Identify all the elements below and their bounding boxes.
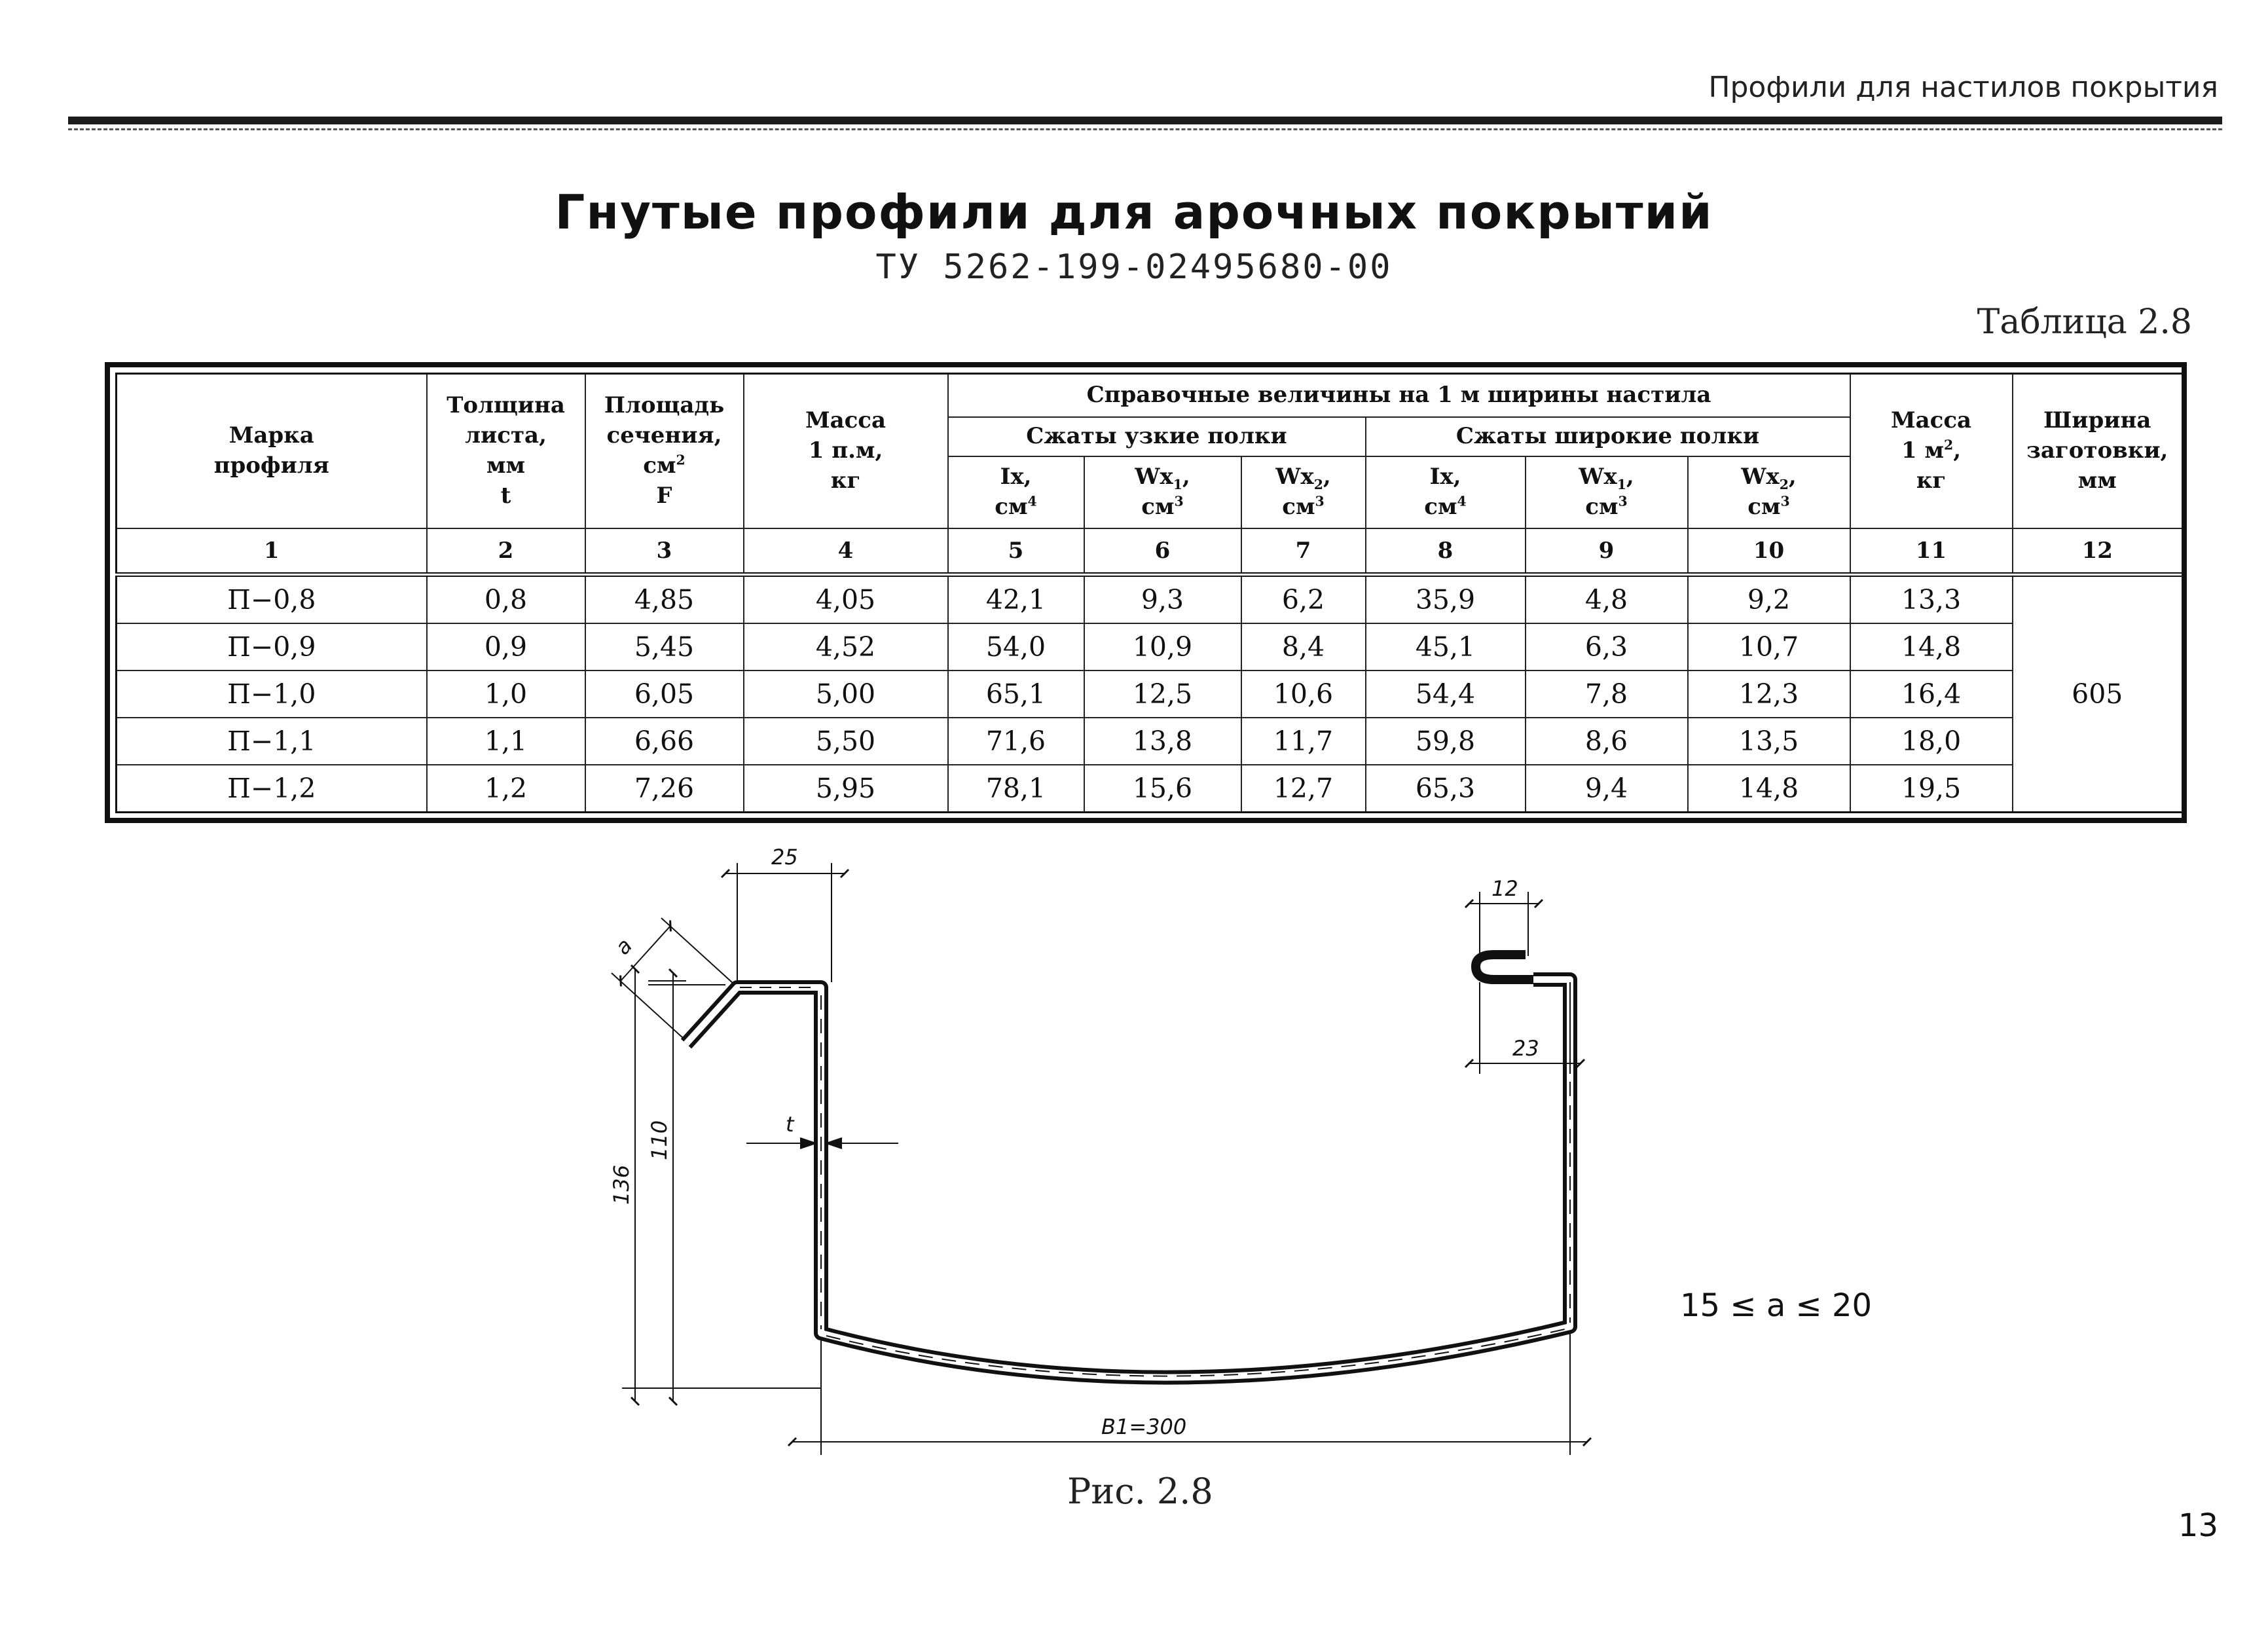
page-number: 13 (2178, 1507, 2218, 1544)
column-number: 6 (1084, 528, 1241, 575)
column-number: 3 (585, 528, 744, 575)
table-cell: 13,5 (1688, 718, 1850, 765)
header-reference-group: Справочные величины на 1 м ширины настила (948, 374, 1850, 417)
header-wx1-narrow: $Wx_1$, $см^3$ (1084, 456, 1241, 528)
column-number: 7 (1241, 528, 1366, 575)
table-cell: 10,6 (1241, 671, 1366, 718)
table-cell: 9,2 (1688, 574, 1850, 623)
table-cell: П−1,0 (117, 671, 427, 718)
blank-width-cell: 605 (2013, 574, 2183, 812)
table-cell: 59,8 (1366, 718, 1526, 765)
table-cell: 4,52 (744, 623, 948, 671)
table-cell: 14,8 (1688, 765, 1850, 813)
dim-a-label: a (610, 933, 638, 960)
table-cell: 7,26 (585, 765, 744, 813)
table-cell: 9,3 (1084, 574, 1241, 623)
header-ix-narrow: Ix, $см^4$ (948, 456, 1084, 528)
header-blank-width: Ширина заготовки, мм (2013, 374, 2183, 528)
table-cell: П−1,1 (117, 718, 427, 765)
table-cell: 4,85 (585, 574, 744, 623)
table-cell: 35,9 (1366, 574, 1526, 623)
table-cell: 13,8 (1084, 718, 1241, 765)
dim-136-label: 136 (609, 1164, 634, 1205)
table-cell: 6,05 (585, 671, 744, 718)
table-cell: 15,6 (1084, 765, 1241, 813)
table-cell: 5,95 (744, 765, 948, 813)
header-wx2-wide: $Wx_2$, $см^3$ (1688, 456, 1850, 528)
table-cell: 4,05 (744, 574, 948, 623)
column-number: 8 (1366, 528, 1526, 575)
header-thickness: Толщина листа, мм t (427, 374, 585, 528)
table-cell: П−0,8 (117, 574, 427, 623)
column-number: 2 (427, 528, 585, 575)
table-cell: 5,50 (744, 718, 948, 765)
dimension-heights (622, 969, 821, 1401)
table-cell: 10,9 (1084, 623, 1241, 671)
table-cell: 13,3 (1850, 574, 2013, 623)
header-area: Площадь сечения, $см^2$ F (585, 374, 744, 528)
lip-constraint: 15 ≤ a ≤ 20 (1680, 1287, 1873, 1324)
table-cell: 1,0 (427, 671, 585, 718)
dim-110-label: 110 (647, 1120, 672, 1160)
table-cell: 8,6 (1526, 718, 1688, 765)
table-cell: 16,4 (1850, 671, 2013, 718)
table-cell: 54,4 (1366, 671, 1526, 718)
table-cell: 65,3 (1366, 765, 1526, 813)
table-cell: 5,00 (744, 671, 948, 718)
header-wx1-wide: $Wx_1$, $см^3$ (1526, 456, 1688, 528)
column-number: 11 (1850, 528, 2013, 575)
table-cell: 11,7 (1241, 718, 1366, 765)
running-head: Профили для настилов покрытия (1708, 71, 2218, 104)
dimension-hook (1469, 892, 1539, 956)
table-cell: 42,1 (948, 574, 1084, 623)
dim-t-label: t (786, 1112, 794, 1137)
header-mass-m2: Масса 1 $м^2$, кг (1850, 374, 2013, 528)
table-cell: 14,8 (1850, 623, 2013, 671)
table-cell: 4,8 (1526, 574, 1688, 623)
table-cell: 19,5 (1850, 765, 2013, 813)
table-cell: 8,4 (1241, 623, 1366, 671)
table-cell: 6,66 (585, 718, 744, 765)
table-cell: 12,7 (1241, 765, 1366, 813)
table-cell: 6,3 (1526, 623, 1688, 671)
header-wide-group: Сжаты широкие полки (1366, 417, 1850, 456)
table-cell: 0,8 (427, 574, 585, 623)
header-ix-wide: Ix, $см^4$ (1366, 456, 1526, 528)
table-cell: 1,1 (427, 718, 585, 765)
table-cell: 65,1 (948, 671, 1084, 718)
page-title: Гнутые профили для арочных покрытий (555, 185, 1713, 240)
table-cell: 9,4 (1526, 765, 1688, 813)
column-number: 5 (948, 528, 1084, 575)
table-cell: 54,0 (948, 623, 1084, 671)
table-cell: 71,6 (948, 718, 1084, 765)
table-cell: П−1,2 (117, 765, 427, 813)
column-number: 4 (744, 528, 948, 575)
table-cell: 45,1 (1366, 623, 1526, 671)
header-wx2-narrow: $Wx_2$, $см^3$ (1241, 456, 1366, 528)
table-cell: 12,3 (1688, 671, 1850, 718)
table-caption: Таблица 2.8 (1977, 303, 2192, 342)
table-cell: 6,2 (1241, 574, 1366, 623)
table-cell: 10,7 (1688, 623, 1850, 671)
table-cell: П−0,9 (117, 623, 427, 671)
table-cell: 12,5 (1084, 671, 1241, 718)
column-number: 1 (117, 528, 427, 575)
dim-12-label: 12 (1491, 876, 1518, 901)
figure-caption: Рис. 2.8 (1067, 1471, 1213, 1512)
table-cell: 18,0 (1850, 718, 2013, 765)
header-mass-lm: Масса 1 п.м, кг (744, 374, 948, 528)
table-cell: 5,45 (585, 623, 744, 671)
table-cell: 1,2 (427, 765, 585, 813)
table-cell: 0,9 (427, 623, 585, 671)
dim-25-label: 25 (771, 845, 798, 870)
standard-code: ТУ 5262-199-02495680-00 (875, 248, 1393, 287)
dim-b1-label: B1=300 (1101, 1414, 1187, 1439)
table-cell: 78,1 (948, 765, 1084, 813)
table-cell: 7,8 (1526, 671, 1688, 718)
header-grade: Марка профиля (117, 374, 427, 528)
column-number: 9 (1526, 528, 1688, 575)
header-narrow-group: Сжаты узкие полки (948, 417, 1366, 456)
profile-outline (686, 955, 1570, 1378)
column-number: 12 (2013, 528, 2183, 575)
column-number: 10 (1688, 528, 1850, 575)
dim-23-label: 23 (1512, 1036, 1539, 1061)
dimension-top-flange (725, 863, 845, 982)
